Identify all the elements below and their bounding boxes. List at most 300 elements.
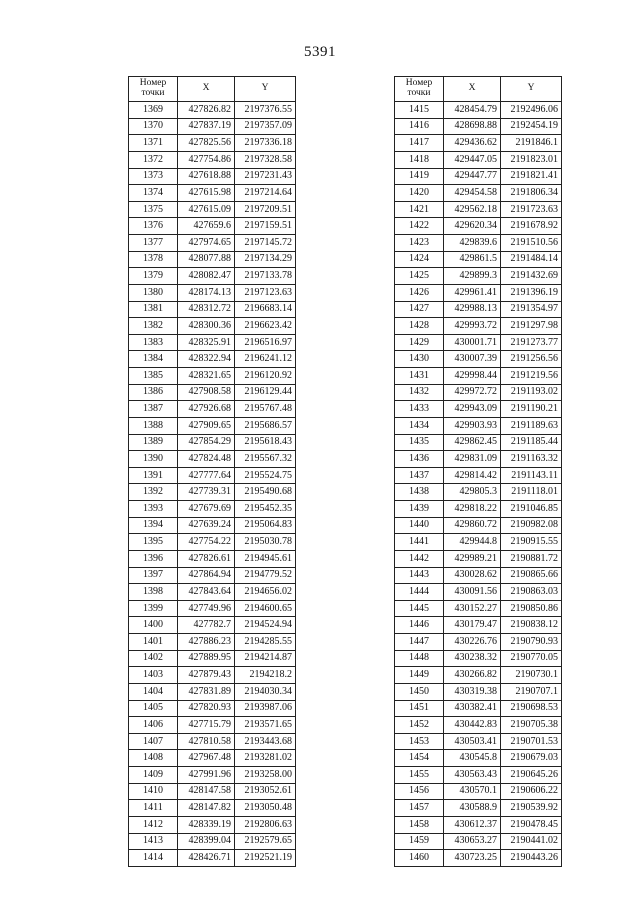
header-y: Y	[235, 77, 296, 102]
cell-point-number: 1378	[129, 251, 178, 268]
cell-y: 2191723.63	[501, 201, 562, 218]
cell-x: 430382.41	[444, 700, 501, 717]
header-point-number	[129, 77, 178, 102]
cell-point-number: 1427	[395, 301, 444, 318]
table-row	[129, 451, 296, 468]
cell-x: 427824.48	[178, 451, 235, 468]
cell-x: 427889.95	[178, 650, 235, 667]
cell-y: 2190863.03	[501, 584, 562, 601]
table-row	[129, 567, 296, 584]
cell-point-number: 1411	[129, 800, 178, 817]
cell-x: 427886.23	[178, 634, 235, 651]
table-row	[395, 417, 562, 434]
table-row	[395, 235, 562, 252]
header-x: X	[178, 77, 235, 102]
cell-y: 2191256.56	[501, 351, 562, 368]
cell-x: 428077.88	[178, 251, 235, 268]
cell-y: 2195452.35	[235, 501, 296, 518]
cell-point-number: 1457	[395, 800, 444, 817]
cell-x: 429862.45	[444, 434, 501, 451]
table-row	[129, 218, 296, 235]
cell-y: 2190705.38	[501, 717, 562, 734]
cell-x: 430238.32	[444, 650, 501, 667]
cell-point-number: 1431	[395, 368, 444, 385]
page-number: 5391	[304, 44, 336, 60]
cell-x: 428325.91	[178, 334, 235, 351]
cell-y: 2196683.14	[235, 301, 296, 318]
cell-y: 2196129.44	[235, 384, 296, 401]
cell-y: 2191297.98	[501, 318, 562, 335]
cell-x: 427754.22	[178, 534, 235, 551]
cell-x: 430152.27	[444, 600, 501, 617]
table-row	[129, 484, 296, 501]
cell-point-number: 1397	[129, 567, 178, 584]
cell-x: 429831.09	[444, 451, 501, 468]
cell-x: 428454.79	[444, 102, 501, 119]
cell-point-number: 1410	[129, 783, 178, 800]
cell-y: 2190645.26	[501, 767, 562, 784]
cell-point-number: 1436	[395, 451, 444, 468]
cell-y: 2192454.19	[501, 118, 562, 135]
cell-y: 2195686.57	[235, 417, 296, 434]
table-row	[395, 218, 562, 235]
cell-y: 2194600.65	[235, 600, 296, 617]
table-row	[395, 451, 562, 468]
cell-point-number: 1398	[129, 584, 178, 601]
cell-y: 2191846.1	[501, 135, 562, 152]
cell-x: 428174.13	[178, 284, 235, 301]
cell-y: 2197133.78	[235, 268, 296, 285]
coordinates-table-left	[128, 76, 296, 867]
cell-y: 2194030.34	[235, 683, 296, 700]
cell-y: 2190539.92	[501, 800, 562, 817]
table-row	[395, 318, 562, 335]
cell-point-number: 1389	[129, 434, 178, 451]
cell-y: 2193571.65	[235, 717, 296, 734]
table-row	[129, 135, 296, 152]
cell-y: 2195490.68	[235, 484, 296, 501]
cell-x: 427974.65	[178, 235, 235, 252]
cell-x: 429447.77	[444, 168, 501, 185]
table-header-row	[129, 77, 296, 102]
cell-point-number: 1420	[395, 185, 444, 202]
cell-point-number: 1372	[129, 151, 178, 168]
table-row	[395, 467, 562, 484]
cell-y: 2190701.53	[501, 733, 562, 750]
cell-y: 2191821.41	[501, 168, 562, 185]
table-row	[129, 783, 296, 800]
cell-x: 430723.25	[444, 850, 501, 867]
cell-x: 427926.68	[178, 401, 235, 418]
cell-point-number: 1441	[395, 534, 444, 551]
cell-point-number: 1370	[129, 118, 178, 135]
table-row	[129, 434, 296, 451]
table-row	[395, 534, 562, 551]
cell-y: 2197209.51	[235, 201, 296, 218]
cell-point-number: 1392	[129, 484, 178, 501]
table-row	[395, 600, 562, 617]
table-row	[129, 683, 296, 700]
cell-point-number: 1380	[129, 284, 178, 301]
table-row	[129, 750, 296, 767]
cell-x: 427639.24	[178, 517, 235, 534]
cell-x: 430001.71	[444, 334, 501, 351]
cell-point-number: 1438	[395, 484, 444, 501]
cell-point-number: 1384	[129, 351, 178, 368]
cell-point-number: 1437	[395, 467, 444, 484]
table-row	[129, 318, 296, 335]
cell-point-number: 1434	[395, 417, 444, 434]
cell-x: 429944.8	[444, 534, 501, 551]
cell-x: 427777.64	[178, 467, 235, 484]
table-row	[395, 550, 562, 567]
cell-x: 427854.29	[178, 434, 235, 451]
table-row	[395, 850, 562, 867]
table-row	[129, 700, 296, 717]
table-row	[395, 185, 562, 202]
cell-point-number: 1446	[395, 617, 444, 634]
cell-x: 430007.39	[444, 351, 501, 368]
cell-y: 2190730.1	[501, 667, 562, 684]
table-row	[395, 634, 562, 651]
cell-x: 427739.31	[178, 484, 235, 501]
cell-point-number: 1379	[129, 268, 178, 285]
cell-point-number: 1369	[129, 102, 178, 119]
cell-x: 428147.82	[178, 800, 235, 817]
table-row	[129, 767, 296, 784]
table-row	[395, 567, 562, 584]
cell-y: 2197134.29	[235, 251, 296, 268]
table-row	[129, 151, 296, 168]
table-row	[129, 850, 296, 867]
cell-point-number: 1423	[395, 235, 444, 252]
header-y: Y	[501, 77, 562, 102]
table-row	[129, 301, 296, 318]
cell-x: 427991.96	[178, 767, 235, 784]
table-row	[395, 767, 562, 784]
cell-point-number: 1374	[129, 185, 178, 202]
cell-x: 429436.62	[444, 135, 501, 152]
cell-x: 429454.58	[444, 185, 501, 202]
table-row	[395, 201, 562, 218]
cell-x: 430570.1	[444, 783, 501, 800]
cell-x: 430028.62	[444, 567, 501, 584]
cell-y: 2191678.92	[501, 218, 562, 235]
cell-point-number: 1425	[395, 268, 444, 285]
cell-point-number: 1385	[129, 368, 178, 385]
cell-x: 429860.72	[444, 517, 501, 534]
cell-y: 2190865.66	[501, 567, 562, 584]
cell-point-number: 1396	[129, 550, 178, 567]
cell-point-number: 1395	[129, 534, 178, 551]
cell-x: 429839.6	[444, 235, 501, 252]
cell-x: 427826.61	[178, 550, 235, 567]
cell-x: 429861.5	[444, 251, 501, 268]
table-row	[129, 584, 296, 601]
cell-point-number: 1460	[395, 850, 444, 867]
header-point-number-line2: точки	[407, 88, 431, 98]
cell-y: 2190698.53	[501, 700, 562, 717]
cell-x: 427909.65	[178, 417, 235, 434]
table-row	[395, 517, 562, 534]
cell-x: 428082.47	[178, 268, 235, 285]
table-row	[129, 600, 296, 617]
cell-x: 427967.48	[178, 750, 235, 767]
cell-x: 429903.93	[444, 417, 501, 434]
cell-point-number: 1459	[395, 833, 444, 850]
cell-x: 427825.56	[178, 135, 235, 152]
cell-point-number: 1453	[395, 733, 444, 750]
cell-x: 428321.65	[178, 368, 235, 385]
cell-y: 2191219.56	[501, 368, 562, 385]
cell-point-number: 1382	[129, 318, 178, 335]
cell-x: 429998.44	[444, 368, 501, 385]
cell-x: 430588.9	[444, 800, 501, 817]
table-row	[129, 550, 296, 567]
table-row	[395, 816, 562, 833]
table-row	[395, 800, 562, 817]
cell-x: 429818.22	[444, 501, 501, 518]
cell-point-number: 1400	[129, 617, 178, 634]
table-row	[395, 667, 562, 684]
cell-y: 2191118.01	[501, 484, 562, 501]
table-row	[129, 401, 296, 418]
cell-x: 429988.13	[444, 301, 501, 318]
cell-point-number: 1414	[129, 850, 178, 867]
table-row	[395, 501, 562, 518]
cell-y: 2194214.87	[235, 650, 296, 667]
cell-point-number: 1377	[129, 235, 178, 252]
cell-x: 430503.41	[444, 733, 501, 750]
header-point-number-line1: Номер	[405, 78, 433, 89]
cell-point-number: 1426	[395, 284, 444, 301]
cell-x: 427615.09	[178, 201, 235, 218]
cell-y: 2191143.11	[501, 467, 562, 484]
cell-y: 2192579.65	[235, 833, 296, 850]
cell-y: 2191354.97	[501, 301, 562, 318]
table-row	[129, 517, 296, 534]
header-point-number	[395, 77, 444, 102]
cell-y: 2191185.44	[501, 434, 562, 451]
cell-y: 2197159.51	[235, 218, 296, 235]
cell-y: 2197145.72	[235, 235, 296, 252]
cell-point-number: 1386	[129, 384, 178, 401]
cell-x: 427715.79	[178, 717, 235, 734]
table-row	[395, 783, 562, 800]
table-row	[395, 650, 562, 667]
header-x: X	[444, 77, 501, 102]
cell-point-number: 1445	[395, 600, 444, 617]
cell-y: 2191189.63	[501, 417, 562, 434]
cell-y: 2197231.43	[235, 168, 296, 185]
cell-point-number: 1413	[129, 833, 178, 850]
cell-point-number: 1407	[129, 733, 178, 750]
table-row	[129, 833, 296, 850]
table-row	[395, 833, 562, 850]
cell-y: 2197376.55	[235, 102, 296, 119]
table-row	[395, 168, 562, 185]
cell-x: 428300.36	[178, 318, 235, 335]
cell-x: 427826.82	[178, 102, 235, 119]
cell-y: 2190441.02	[501, 833, 562, 850]
table-row	[395, 733, 562, 750]
table-row	[395, 750, 562, 767]
cell-y: 2195064.83	[235, 517, 296, 534]
cell-x: 429972.72	[444, 384, 501, 401]
table-row	[129, 501, 296, 518]
cell-y: 2191273.77	[501, 334, 562, 351]
cell-y: 2192806.63	[235, 816, 296, 833]
cell-point-number: 1393	[129, 501, 178, 518]
cell-point-number: 1435	[395, 434, 444, 451]
cell-y: 2197357.09	[235, 118, 296, 135]
table-row	[129, 102, 296, 119]
table-row	[129, 467, 296, 484]
cell-y: 2193052.61	[235, 783, 296, 800]
cell-y: 2190770.05	[501, 650, 562, 667]
cell-x: 429943.09	[444, 401, 501, 418]
cell-point-number: 1415	[395, 102, 444, 119]
cell-y: 2194656.02	[235, 584, 296, 601]
table-row	[395, 251, 562, 268]
table-row	[395, 351, 562, 368]
cell-x: 427754.86	[178, 151, 235, 168]
cell-y: 2195524.75	[235, 467, 296, 484]
cell-y: 2197336.18	[235, 135, 296, 152]
table-row	[395, 102, 562, 119]
cell-point-number: 1373	[129, 168, 178, 185]
cell-y: 2197123.63	[235, 284, 296, 301]
cell-x: 427782.7	[178, 617, 235, 634]
cell-y: 2191823.01	[501, 151, 562, 168]
cell-x: 428339.19	[178, 816, 235, 833]
cell-y: 2190838.12	[501, 617, 562, 634]
table-row	[395, 617, 562, 634]
cell-y: 2192521.19	[235, 850, 296, 867]
table-row	[129, 368, 296, 385]
cell-x: 429620.34	[444, 218, 501, 235]
cell-y: 2194285.55	[235, 634, 296, 651]
cell-y: 2191806.34	[501, 185, 562, 202]
cell-x: 428399.04	[178, 833, 235, 850]
table-row	[129, 235, 296, 252]
cell-point-number: 1394	[129, 517, 178, 534]
cell-point-number: 1405	[129, 700, 178, 717]
table-row	[395, 334, 562, 351]
cell-y: 2195618.43	[235, 434, 296, 451]
table-row	[395, 135, 562, 152]
cell-y: 2190478.45	[501, 816, 562, 833]
cell-x: 427749.96	[178, 600, 235, 617]
table-row	[395, 384, 562, 401]
cell-x: 430091.56	[444, 584, 501, 601]
cell-point-number: 1375	[129, 201, 178, 218]
cell-x: 427615.98	[178, 185, 235, 202]
cell-y: 2193987.06	[235, 700, 296, 717]
cell-y: 2196120.92	[235, 368, 296, 385]
cell-y: 2191193.02	[501, 384, 562, 401]
cell-y: 2190790.93	[501, 634, 562, 651]
cell-y: 2190679.03	[501, 750, 562, 767]
cell-x: 427810.58	[178, 733, 235, 750]
table-row	[129, 617, 296, 634]
cell-y: 2194524.94	[235, 617, 296, 634]
cell-y: 2194218.2	[235, 667, 296, 684]
cell-point-number: 1409	[129, 767, 178, 784]
table-row	[129, 417, 296, 434]
cell-x: 430545.8	[444, 750, 501, 767]
cell-x: 428698.88	[444, 118, 501, 135]
table-row	[129, 384, 296, 401]
cell-x: 427864.94	[178, 567, 235, 584]
cell-point-number: 1454	[395, 750, 444, 767]
cell-point-number: 1376	[129, 218, 178, 235]
cell-point-number: 1450	[395, 683, 444, 700]
cell-point-number: 1456	[395, 783, 444, 800]
cell-y: 2193443.68	[235, 733, 296, 750]
cell-point-number: 1430	[395, 351, 444, 368]
cell-y: 2195767.48	[235, 401, 296, 418]
table-row	[395, 717, 562, 734]
cell-x: 430563.43	[444, 767, 501, 784]
cell-point-number: 1390	[129, 451, 178, 468]
table-row	[129, 185, 296, 202]
cell-point-number: 1421	[395, 201, 444, 218]
table-row	[129, 650, 296, 667]
cell-y: 2193281.02	[235, 750, 296, 767]
cell-y: 2191163.32	[501, 451, 562, 468]
cell-x: 427659.6	[178, 218, 235, 235]
cell-y: 2190443.26	[501, 850, 562, 867]
header-point-number-line2: точки	[141, 88, 165, 98]
cell-point-number: 1412	[129, 816, 178, 833]
header-point-number-line1: Номер	[139, 78, 167, 89]
cell-x: 429993.72	[444, 318, 501, 335]
cell-y: 2191432.69	[501, 268, 562, 285]
cell-y: 2195567.32	[235, 451, 296, 468]
cell-x: 428312.72	[178, 301, 235, 318]
cell-x: 429814.42	[444, 467, 501, 484]
table-row	[129, 334, 296, 351]
cell-point-number: 1401	[129, 634, 178, 651]
coordinates-table-right	[394, 76, 562, 867]
table-row	[129, 717, 296, 734]
cell-point-number: 1449	[395, 667, 444, 684]
cell-x: 429447.05	[444, 151, 501, 168]
cell-y: 2197328.58	[235, 151, 296, 168]
cell-x: 428147.58	[178, 783, 235, 800]
cell-point-number: 1429	[395, 334, 444, 351]
cell-point-number: 1455	[395, 767, 444, 784]
cell-point-number: 1433	[395, 401, 444, 418]
cell-y: 2196516.97	[235, 334, 296, 351]
cell-y: 2190707.1	[501, 683, 562, 700]
cell-point-number: 1428	[395, 318, 444, 335]
cell-point-number: 1383	[129, 334, 178, 351]
cell-point-number: 1419	[395, 168, 444, 185]
table-row	[395, 584, 562, 601]
cell-point-number: 1442	[395, 550, 444, 567]
cell-y: 2191190.21	[501, 401, 562, 418]
cell-x: 429562.18	[444, 201, 501, 218]
cell-y: 2190982.08	[501, 517, 562, 534]
cell-point-number: 1439	[395, 501, 444, 518]
cell-y: 2192496.06	[501, 102, 562, 119]
cell-y: 2196241.12	[235, 351, 296, 368]
cell-point-number: 1447	[395, 634, 444, 651]
table-row	[395, 683, 562, 700]
cell-y: 2193258.00	[235, 767, 296, 784]
